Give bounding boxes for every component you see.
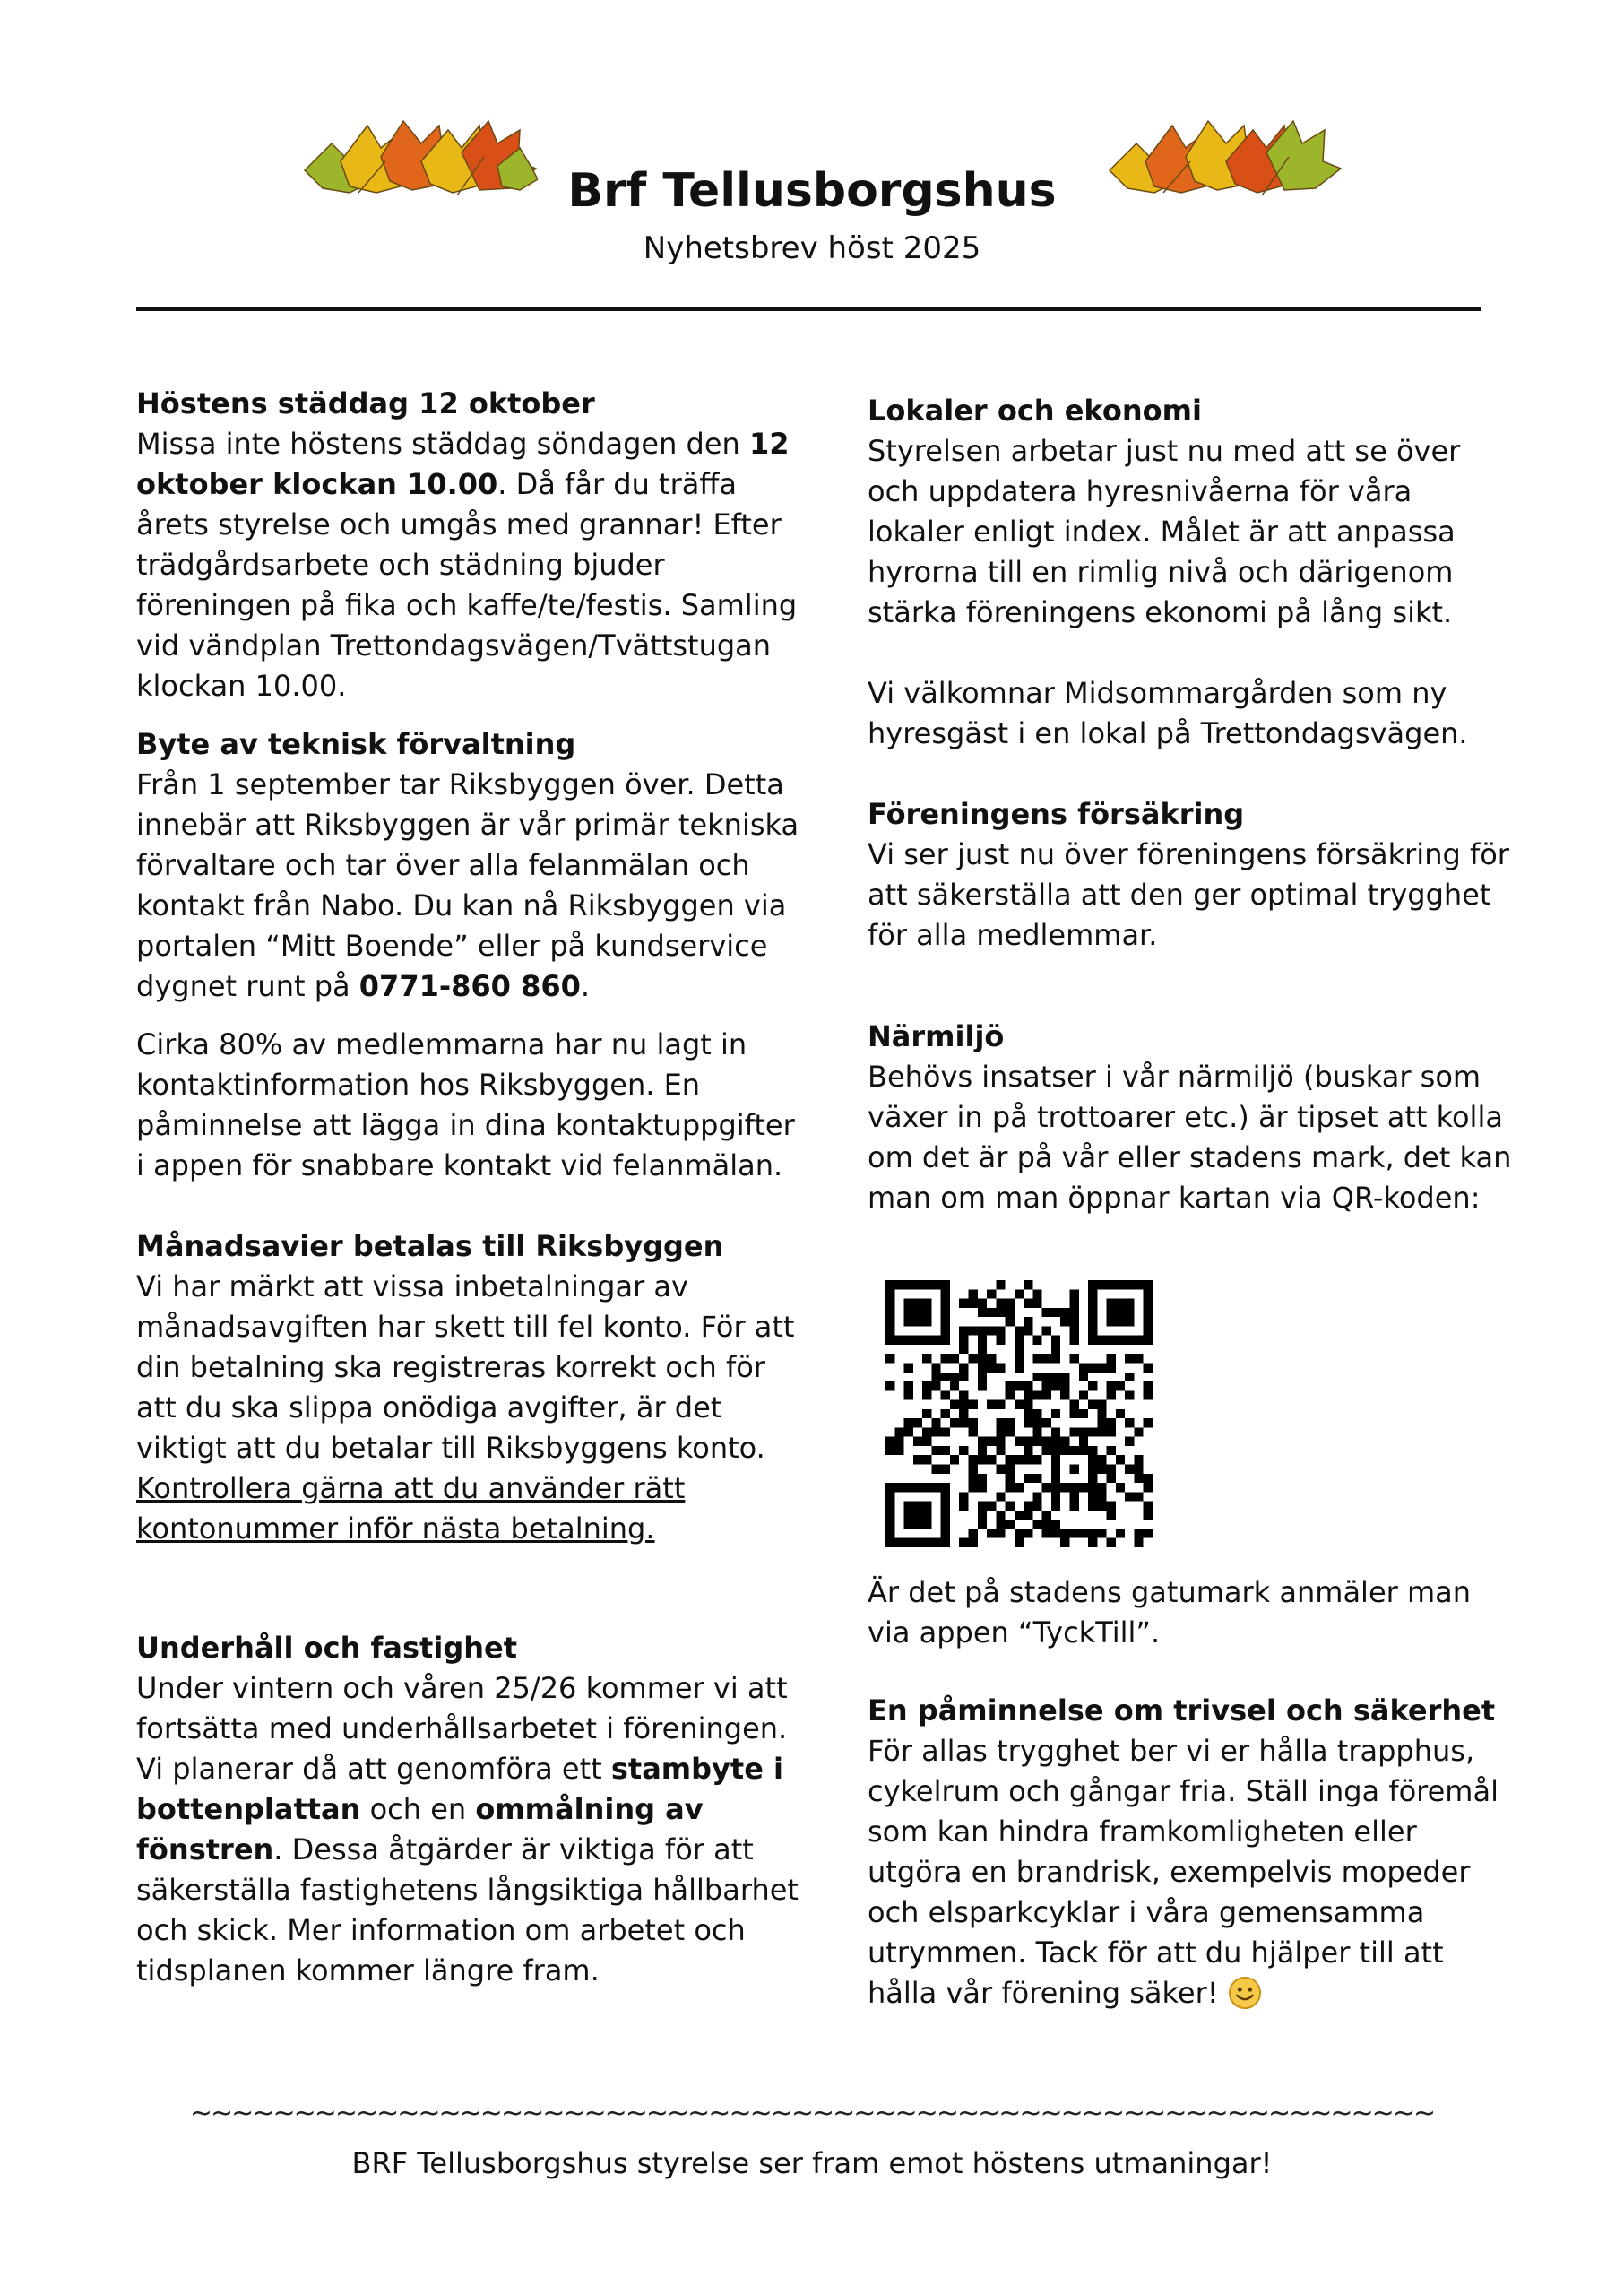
header-divider	[136, 307, 1481, 311]
section-stadddag	[136, 384, 799, 706]
phone-number: 0771-860 860	[358, 969, 581, 1003]
section-forsakring	[868, 794, 1513, 956]
bold-text: stambyte i bottenplattan	[136, 1752, 784, 1826]
section-body: Vi välkomnar Midsommargården som ny hyresgäst i en lokal på Trettondagsvägen.	[868, 676, 1468, 750]
footer-text: BRF Tellusborgshus styrelse ser fram emot höstens utmaningar!	[351, 2146, 1273, 2180]
body-text: . Dessa åtgärder är viktiga för att säkerställa fastighetens långsiktiga hållbarhet och skick. Mer information om arbetet och tidsplanen kommer längre fram.	[136, 1832, 799, 1988]
section-underhall	[136, 1628, 799, 1991]
section-heading: Byte av teknisk förvaltning	[136, 727, 576, 761]
section-heading: Närmiljö	[868, 1019, 1005, 1053]
footer-divider: ~~~~~~~~~~~~~~~~~~~~~~~~~~~~~~~~~~~~~~~~~~~~~~~~~~~~~~~~~~~~	[189, 2098, 1435, 2129]
section-body: Vi ser just nu över föreningens försäkring för att säkerställa att den ger optimal trygghet för alla medlemmar.	[868, 837, 1509, 952]
section-body: Är det på stadens gatumark anmäler man via appen “TyckTill”.	[868, 1575, 1472, 1650]
section-teknisk-forvaltning	[136, 724, 799, 1007]
section-narmiljo	[868, 1017, 1513, 1218]
right-column	[868, 391, 1513, 1218]
section-body	[868, 1731, 1513, 2014]
section-body: Cirka 80% av medlemmarna har nu lagt in kontaktinformation hos Riksbyggen. En påminnelse att lägga in dina kontaktuppgifter i appen för snabbare kontakt vid felanmälan.	[136, 1027, 795, 1182]
section-heading: Månadsavier betalas till Riksbyggen	[136, 1229, 724, 1263]
section-kontaktinfo	[136, 1025, 799, 1186]
section-body: Styrelsen arbetar just nu med att se över och uppdatera hyresnivåerna för våra lokaler enligt index. Målet är att anpassa hyrorna till en rimlig nivå och därigenom stärka föreningens ekonomi på lång sikt.	[868, 434, 1461, 629]
section-midsommargarden	[868, 673, 1513, 754]
section-lokaler	[868, 391, 1513, 633]
section-heading: En påminnelse om trivsel och säkerhet	[868, 1693, 1496, 1728]
section-heading: Underhåll och fastighet	[136, 1631, 517, 1665]
section-body	[136, 424, 799, 706]
section-heading: Föreningens försäkring	[868, 797, 1245, 831]
section-trivsel	[868, 1691, 1513, 2014]
left-column	[136, 384, 799, 1991]
bold-text: 12 oktober klockan 10.00	[136, 427, 790, 501]
body-text: Vi har märkt att vissa inbetalningar av månadsavgiften har skett till fel konto. För att din betalning ska registreras korrekt och för att du ska slippa onödiga avgifter, är det viktigt att du betalar till Riksbyggens konto.	[136, 1269, 795, 1465]
body-text: Under vintern och våren 25/26 kommer vi att fortsätta med underhållsarbetet i föreningen. Vi planerar då att genomföra ett	[136, 1671, 788, 1786]
page-subtitle: Nyhetsbrev höst 2025	[643, 230, 981, 266]
section-body	[136, 765, 799, 1007]
section-body: Behövs insatser i vår närmiljö (buskar som växer in på trottoarer etc.) är tipset att kolla om det är på vår eller stadens mark, det kan man om man öppnar kartan via QR-koden:	[868, 1060, 1512, 1215]
underlined-text: Kontrollera gärna att du använder rätt kontonummer inför nästa betalning.	[136, 1471, 686, 1546]
section-heading: Höstens städdag 12 oktober	[136, 386, 595, 420]
body-text: och en	[360, 1792, 476, 1826]
body-text: Från 1 september tar Riksbyggen över. Detta innebär att Riksbyggen är vår primär tekniska förvaltare och tar över alla felanmälan och kontakt från Nabo. Du kan nå Riksbyggen via portalen “Mitt Boende” eller på kundservice dygnet runt på	[136, 767, 799, 1003]
section-manadsavier	[136, 1226, 799, 1549]
body-text: .	[580, 969, 591, 1003]
body-text: För allas trygghet ber vi er hålla trapphus, cykelrum och gångar fria. Ställ inga föremål som kan hindra framkomligheten eller utgöra en brandrisk, exempelvis mopeder och elsparkcyklar i våra gemensamma utrymmen. Tack för att du hjälper till att hålla vår förening säker!	[868, 1734, 1499, 2010]
section-body	[136, 1668, 799, 1991]
smiley-icon	[1228, 1976, 1262, 2010]
section-body	[136, 1267, 799, 1549]
qr-code-icon[interactable]	[885, 1280, 1153, 1547]
section-tycktill	[868, 1572, 1513, 1653]
bold-text: ommålning av fönstren	[136, 1792, 704, 1866]
section-heading: Lokaler och ekonomi	[868, 394, 1202, 428]
body-text: Missa inte höstens städdag söndagen den	[136, 427, 749, 461]
body-text: . Då får du träffa årets styrelse och umgås med grannar! Efter trädgårdsarbete och städning bjuder föreningen på fika och kaffe/te/festis. Samling vid vändplan Trettondagsvägen/Tvättstugan klockan 10.00.	[136, 467, 798, 703]
page-title: Brf Tellusborgshus	[567, 164, 1057, 218]
